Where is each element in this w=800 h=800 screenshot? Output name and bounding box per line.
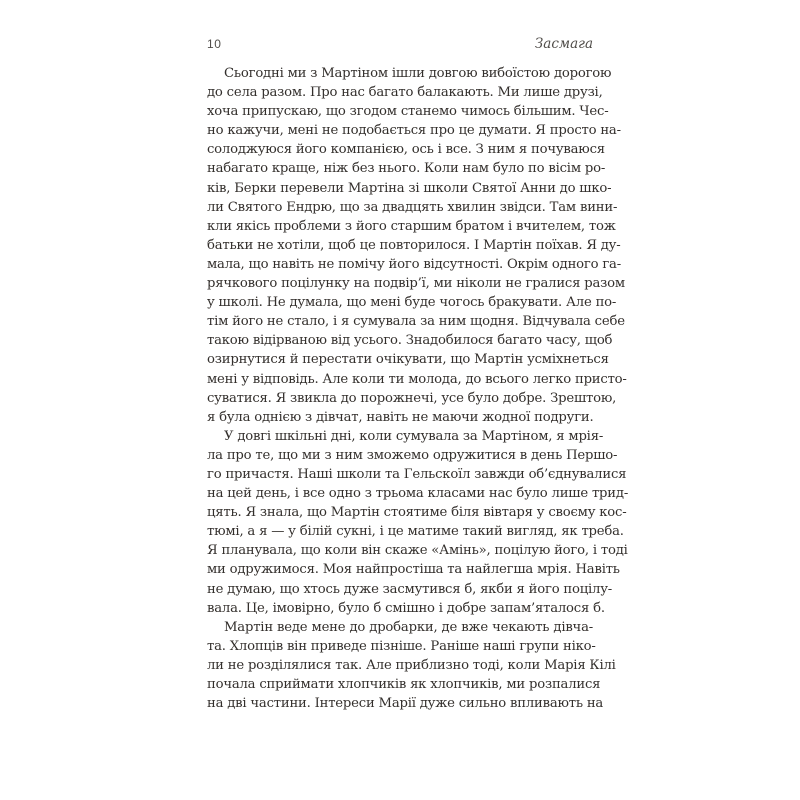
text-line: ків, Берки перевели Мартіна зі школи Святої Анни до шко- <box>207 180 612 196</box>
text-line: хоча припускаю, що згодом станемо чимось більшим. Чес- <box>207 104 609 120</box>
text-line: на дві частини. Інтереси Марії дуже сильно впливають на <box>207 696 604 712</box>
text-line: ли не розділялися так. Але приблизно тоді, коли Марія Кілі <box>207 657 616 673</box>
text-line: рячкового поцілунку на подвір’ї, ми ніколи не гралися разом <box>207 276 625 292</box>
text-line: вала. Це, імовірно, було б смішно і добре запам’яталося б. <box>207 600 605 616</box>
paragraph <box>207 618 616 713</box>
text-line: цять. Я знала, що Мартін стоятиме біля вівтаря у своєму кос- <box>207 505 627 521</box>
text-line: тюмі, а я — у білій сукні, і це матиме такий вигляд, як треба. <box>207 524 624 540</box>
text-line: та. Хлопців він приведе пізніше. Раніше наші групи ніко- <box>207 638 596 654</box>
text-line: ли Святого Ендрю, що за двадцять хвилин звідси. Там вини- <box>207 199 618 215</box>
text-line: набагато краще, ніж без нього. Коли нам було по вісім ро- <box>207 161 606 177</box>
text-line: ла про те, що ми з ним зможемо одружитися в день Першо- <box>207 447 618 463</box>
text-line: у школі. Не думала, що мені буде чогось бракувати. Але по- <box>207 295 617 311</box>
text-line: батьки не хотіли, щоб це повторилося. І Мартін поїхав. Я ду- <box>207 237 621 253</box>
text-line: ми одружимося. Моя найпростіша та найлегша мрія. Навіть <box>207 562 620 578</box>
text-line: не думаю, що хтось дуже засмутився б, якби я його поцілу- <box>207 581 613 597</box>
text-line: суватися. Я звикла до порожнечі, усе було добре. Зрештою, <box>207 390 617 406</box>
text-line: такою відірваною від усього. Знадобилося багато часу, щоб <box>207 333 613 349</box>
text-line: Мартін веде мене до дробарки, де вже чекають дівча- <box>224 619 593 635</box>
text-line: Сьогодні ми з Мартіном ішли довгою вибоїстою дорогою <box>224 66 612 81</box>
text-line: го причастя. Наші школи та Гельскоїл завжди об’єднувалися <box>207 466 627 482</box>
text-line: до села разом. Про нас багато балакають. Ми лише друзі, <box>207 85 603 101</box>
paragraph <box>207 64 627 427</box>
text-line: мені у відповідь. Але коли ти молода, до всього легко присто- <box>207 371 627 387</box>
text-line: я була однією з дівчат, навіть не маючи жодної подруги. <box>207 409 594 425</box>
text-line: тім його не стало, і я сумувала за ним щодня. Відчувала себе <box>207 314 625 330</box>
text-line: на цей день, і все одно з трьома класами нас було лише трид- <box>207 486 629 502</box>
text-line: кли якісь проблеми з його старшим братом і вчителем, тож <box>207 218 616 234</box>
text-line: мала, що навіть не помічу його відсутності. Окрім одного га- <box>207 256 621 272</box>
paragraph <box>207 427 629 618</box>
text-line: но кажучи, мені не подобається про це думати. Я просто на- <box>207 123 621 139</box>
running-head-title: Засмага <box>534 36 593 52</box>
text-line: почала сприймати хлопчиків як хлопчиків, ми розпалися <box>207 677 601 692</box>
page-body <box>207 64 629 713</box>
page-number: 10 <box>207 37 222 51</box>
text-line: озирнутися й перестати очікувати, що Мартін усміхнеться <box>207 352 609 368</box>
running-header <box>207 36 593 52</box>
text-line: Я планувала, що коли він скаже «Амінь», поцілую його, і тоді <box>207 543 628 559</box>
text-line: У довгі шкільні дні, коли сумувала за Мартіном, я мрія- <box>224 428 604 444</box>
text-line: солоджуюся його компанією, ось і все. З ним я почуваюся <box>207 142 605 158</box>
